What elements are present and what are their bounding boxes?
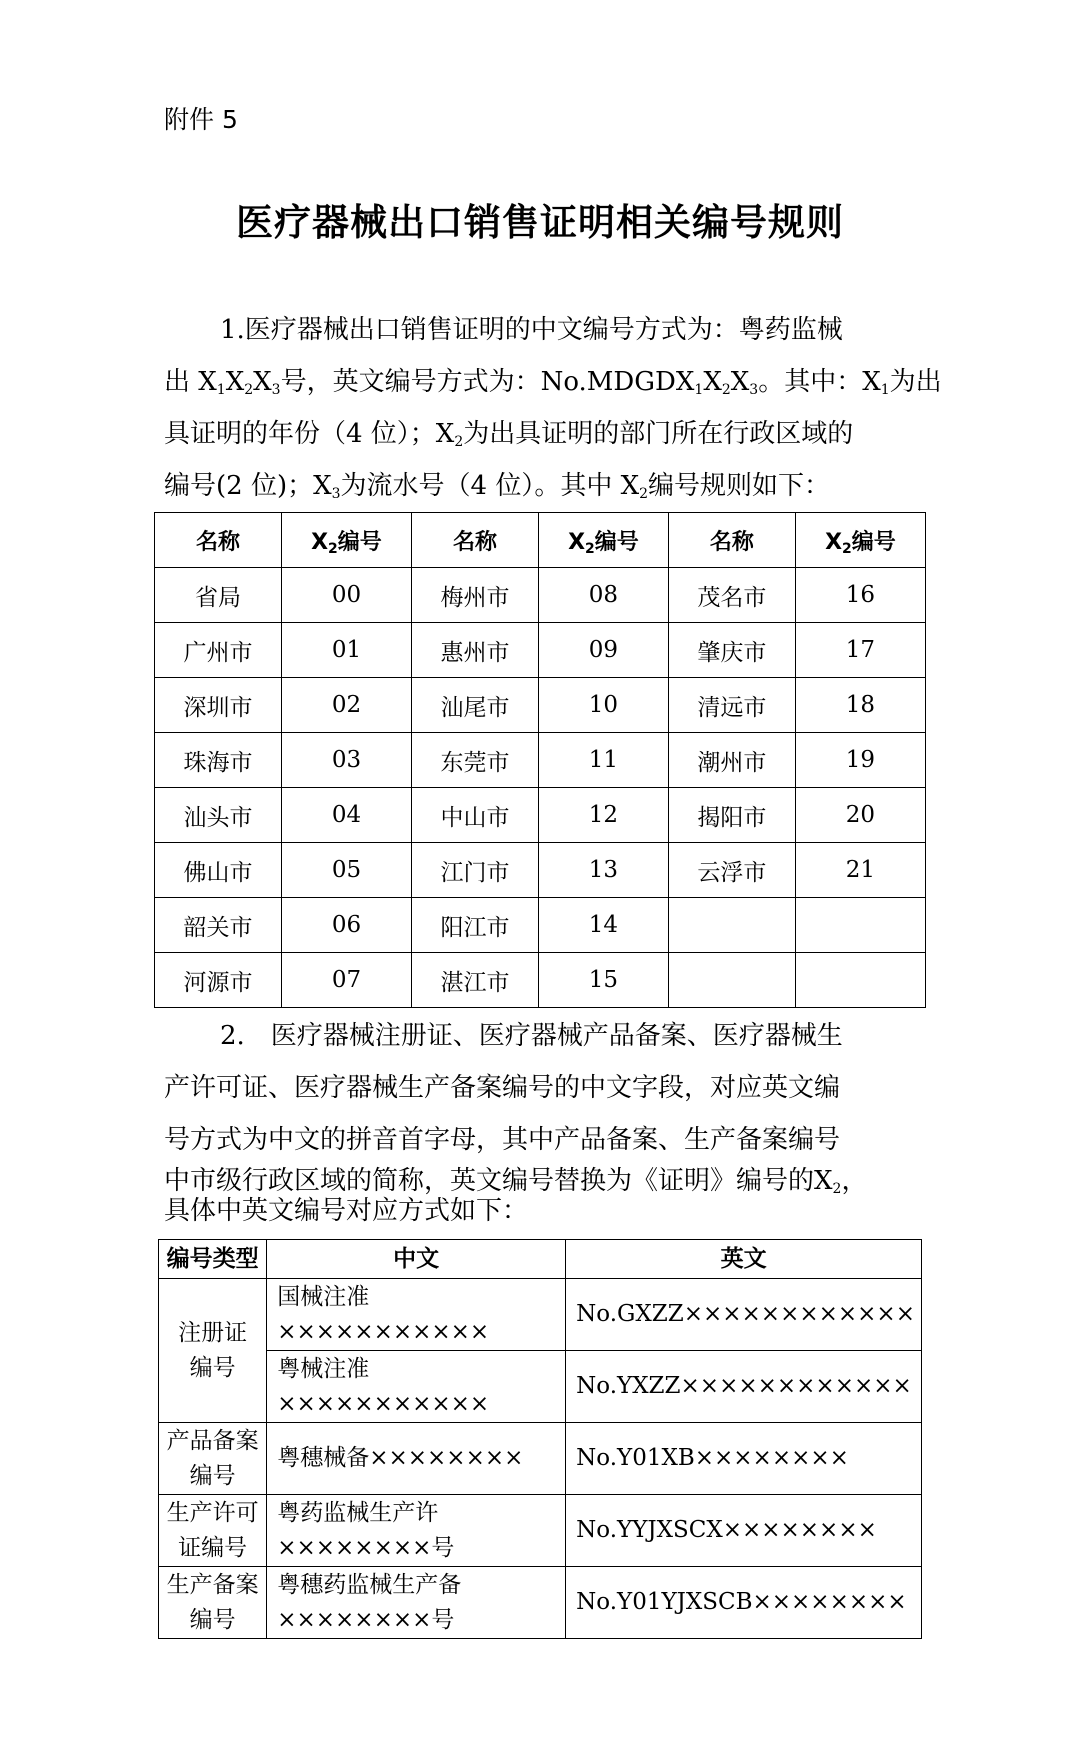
region-code-cell: 07 [281,953,411,1008]
region-name-cell: 中山市 [411,788,538,843]
region-name-cell: 阳江市 [411,898,538,953]
region-name-cell: 揭阳市 [668,788,795,843]
p1-line3-b: 为出具证明的部门所在行政区域的 [463,419,854,449]
region-code-cell: 02 [281,678,411,733]
region-code-cell: 15 [538,953,668,1008]
p1-line2-d: 号，英文编号方式为：No.MDGDX [280,367,695,397]
subscript: 2 [832,1181,842,1197]
subscript: 2 [328,540,338,557]
region-name-cell: 韶关市 [155,898,282,953]
region-name-cell: 肇庆市 [668,623,795,678]
type-cell: 注册证 编号 [159,1279,267,1423]
chinese-cell: 粤穗械备×××××××× [267,1423,566,1495]
code-mapping-table [158,1239,922,1639]
header-chinese: 中文 [267,1240,566,1279]
table-row [159,1351,922,1423]
subscript: 2 [244,382,254,398]
p1-line4-b: 为流水号（4 位）。其中 X [340,471,640,501]
p1-line2-g: 。其中：X [758,367,881,397]
region-name-cell: 广州市 [155,623,282,678]
table-row [159,1495,922,1567]
table-header-row [155,513,926,568]
p1-line2-a: 出 X [164,367,217,397]
region-name-cell: 茂名市 [668,568,795,623]
p1-line4-c: 编号规则如下： [648,471,831,501]
region-code-cell: 20 [795,788,925,843]
english-cell: No.Y01YJXSCB×××××××× [566,1567,922,1639]
region-code-cell: 08 [538,568,668,623]
header-code [795,513,925,568]
english-cell: No.GXZZ×××××××××××× [566,1279,922,1351]
table-row [159,1567,922,1639]
header-name: 名称 [668,513,795,568]
region-code-cell: 11 [538,733,668,788]
p1-line2-b: X [225,367,245,397]
paragraph-1 [164,304,942,512]
region-name-cell: 湛江市 [411,953,538,1008]
type-cell: 生产许可 证编号 [159,1495,267,1567]
region-name-cell [668,953,795,1008]
subscript: 1 [216,382,226,398]
region-name-cell: 云浮市 [668,843,795,898]
page-title: 医疗器械出口销售证明相关编号规则 [236,201,844,244]
region-code-cell: 14 [538,898,668,953]
table-row [155,788,926,843]
region-code-cell [795,898,925,953]
chinese-cell: 国械注准××××××××××× [267,1279,566,1351]
p2-line4-a: 中市级行政区域的简称，英文编号替换为《证明》编号的X [164,1166,833,1196]
region-name-cell: 汕头市 [155,788,282,843]
header-code-label: 编号 [337,529,382,555]
region-code-cell: 18 [795,678,925,733]
subscript: 2 [585,540,595,557]
region-name-cell: 清远市 [668,678,795,733]
subscript: 3 [331,486,341,502]
p1-line1: 1.医疗器械出口销售证明的中文编号方式为：粤药监械 [220,315,843,345]
region-code-cell: 19 [795,733,925,788]
region-code-cell: 01 [281,623,411,678]
subscript: 2 [639,486,649,502]
table-row [155,678,926,733]
region-name-cell: 惠州市 [411,623,538,678]
subscript: 1 [880,382,890,398]
table-row [155,623,926,678]
region-code-cell [795,953,925,1008]
region-name-cell: 省局 [155,568,282,623]
region-name-cell: 河源市 [155,953,282,1008]
p1-line2-h: 为出 [889,367,942,397]
header-code-label: 编号 [851,529,896,555]
header-name: 名称 [155,513,282,568]
region-code-table [154,512,926,1008]
table-row [159,1423,922,1495]
region-name-cell: 深圳市 [155,678,282,733]
region-code-cell: 12 [538,788,668,843]
region-code-cell: 04 [281,788,411,843]
p2-line4-b: ， [841,1166,868,1196]
p1-line2-f: X [730,367,750,397]
region-code-cell: 00 [281,568,411,623]
header-code [281,513,411,568]
table-row [155,898,926,953]
region-code-cell: 09 [538,623,668,678]
header-code [538,513,668,568]
region-code-cell: 03 [281,733,411,788]
header-name: 名称 [411,513,538,568]
subscript: 3 [271,382,281,398]
region-name-cell: 佛山市 [155,843,282,898]
region-name-cell: 珠海市 [155,733,282,788]
region-name-cell: 梅州市 [411,568,538,623]
region-code-cell: 06 [281,898,411,953]
chinese-cell: 粤药监械生产许××××××××号 [267,1495,566,1567]
p2-line2: 产许可证、医疗器械生产备案编号的中文字段，对应英文编 [164,1073,841,1103]
header-code-x: X [311,529,329,555]
english-cell: No.YXZZ×××××××××××× [566,1351,922,1423]
region-name-cell: 潮州市 [668,733,795,788]
chinese-cell: 粤穗药监械生产备××××××××号 [267,1567,566,1639]
table-header-row [159,1240,922,1279]
p2-line1: 2. 医疗器械注册证、医疗器械产品备案、医疗器械生 [220,1021,843,1051]
table-row [155,843,926,898]
table-row [159,1279,922,1351]
english-cell: No.Y01XB×××××××× [566,1423,922,1495]
region-name-cell [668,898,795,953]
header-code-x: X [568,529,586,555]
p1-line2-e: X [703,367,722,397]
region-name-cell: 汕尾市 [411,678,538,733]
p2-line3: 号方式为中文的拼音首字母，其中产品备案、生产备案编号 [164,1125,841,1155]
header-code-label: 编号 [594,529,639,555]
type-cell: 生产备案 编号 [159,1567,267,1639]
region-name-cell: 江门市 [411,843,538,898]
chinese-cell: 粤械注准××××××××××× [267,1351,566,1423]
p1-line2-c: X [253,367,272,397]
region-code-cell: 21 [795,843,925,898]
p2-line5: 具体中英文编号对应方式如下： [164,1196,529,1226]
subscript: 2 [454,434,464,450]
paragraph-2 [164,1010,924,1226]
subscript: 2 [842,540,852,557]
region-code-cell: 16 [795,568,925,623]
type-cell: 产品备案 编号 [159,1423,267,1495]
region-code-cell: 10 [538,678,668,733]
header-code-x: X [825,529,843,555]
table-row [155,568,926,623]
region-code-cell: 17 [795,623,925,678]
attachment-label: 附件 5 [164,105,238,134]
region-name-cell: 东莞市 [411,733,538,788]
header-type: 编号类型 [159,1240,267,1279]
region-code-cell: 05 [281,843,411,898]
subscript: 1 [694,382,704,398]
p1-line3-a: 具证明的年份（4 位）；X [164,419,455,449]
subscript: 3 [749,382,759,398]
english-cell: No.YYJXSCX×××××××× [566,1495,922,1567]
subscript: 2 [721,382,731,398]
table-row [155,733,926,788]
p1-line4-a: 编号(2 位)；X [164,471,332,501]
header-english: 英文 [566,1240,922,1279]
table-row [155,953,926,1008]
region-code-cell: 13 [538,843,668,898]
